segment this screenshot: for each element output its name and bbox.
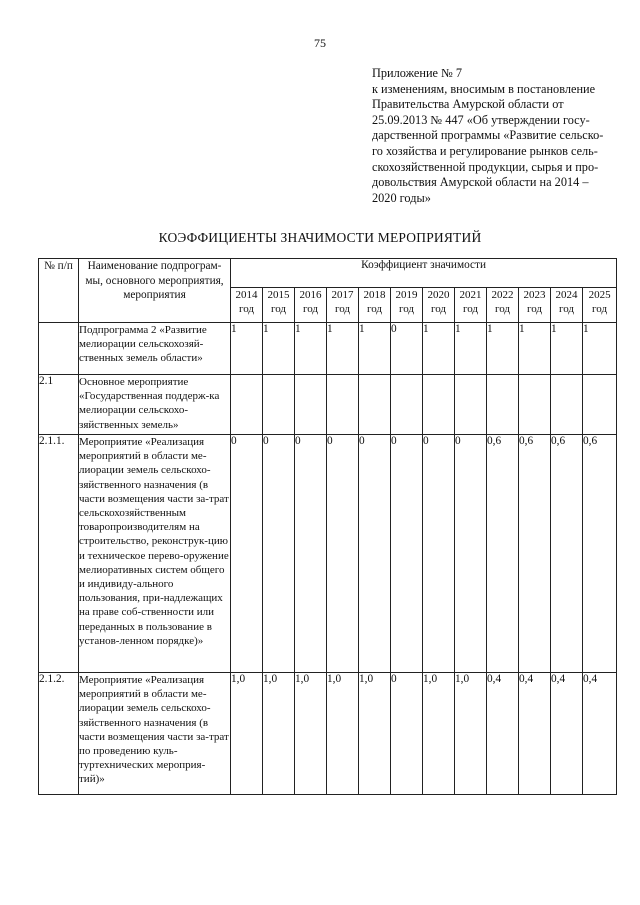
coefficient-value: [583, 375, 617, 435]
appendix-line: довольствия Амурской области на 2014 –: [372, 175, 589, 190]
year-word: год: [526, 303, 543, 315]
coefficient-value: 0,4: [487, 673, 519, 795]
year-value: 2017: [331, 289, 354, 301]
year-header-2016: [295, 288, 327, 323]
year-header-2022: [487, 288, 519, 323]
row-number: 2.1: [39, 375, 79, 435]
year-word: год: [398, 303, 415, 315]
year-word: год: [558, 303, 575, 315]
coefficient-value: 1: [327, 323, 359, 375]
coefficient-value: [519, 375, 551, 435]
year-word: год: [430, 303, 447, 315]
coefficients-table: [38, 258, 617, 795]
coefficient-value: 1,0: [263, 673, 295, 795]
year-value: 2019: [395, 289, 418, 301]
year-word: год: [334, 303, 351, 315]
coefficient-value: 1,0: [231, 673, 263, 795]
year-header-2020: [423, 288, 455, 323]
year-word: год: [366, 303, 383, 315]
appendix-line: го хозяйства и регулирование рынков сель-: [372, 143, 598, 158]
appendix-line: 25.09.2013 № 447 «Об утверждении госу-: [372, 112, 590, 127]
year-header-2015: [263, 288, 295, 323]
coefficient-value: 1: [423, 323, 455, 375]
coefficient-value: 1: [551, 323, 583, 375]
year-word: год: [462, 303, 479, 315]
table-body: [39, 323, 617, 795]
table-row: [39, 435, 617, 673]
row-number: 2.1.2.: [39, 673, 79, 795]
coefficient-value: 0: [231, 435, 263, 673]
header-coefficient: Коэффициент значимости: [231, 259, 617, 288]
year-value: 2025: [588, 289, 611, 301]
coefficient-value: 0: [327, 435, 359, 673]
year-value: 2021: [459, 289, 482, 301]
coefficient-value: 1,0: [295, 673, 327, 795]
coefficient-value: [231, 375, 263, 435]
appendix-line: дарственной программы «Развитие сельско-: [372, 128, 604, 143]
year-value: 2022: [491, 289, 514, 301]
row-number: 2.1.1.: [39, 435, 79, 673]
table-row: [39, 673, 617, 795]
coefficient-value: [551, 375, 583, 435]
coefficient-value: 1: [359, 323, 391, 375]
coefficient-value: 1,0: [423, 673, 455, 795]
coefficient-value: 1: [295, 323, 327, 375]
coefficient-value: 1: [263, 323, 295, 375]
year-word: год: [270, 303, 287, 315]
year-header-2019: [391, 288, 423, 323]
row-name: Подпрограмма 2 «Развитие мелиорации сельскохозяй-ственных земель области»: [79, 323, 231, 375]
coefficient-value: [295, 375, 327, 435]
year-value: 2020: [427, 289, 450, 301]
header-num: № п/п: [39, 259, 79, 323]
coefficient-value: 0,4: [583, 673, 617, 795]
coefficient-value: 0: [295, 435, 327, 673]
appendix-note: [372, 66, 622, 206]
coefficient-value: 0,4: [519, 673, 551, 795]
coefficient-value: 0: [263, 435, 295, 673]
header-name: Наименование подпрограм-мы, основного мероприятия, мероприятия: [79, 259, 231, 323]
coefficient-value: 0,6: [487, 435, 519, 673]
coefficient-value: [327, 375, 359, 435]
row-name: Мероприятие «Реализация мероприятий в области ме-лиорации земель сельскохо-зяйственного назначения (в части возмещения части за-трат по проведению куль-туртехнических мероприя-тий)»: [79, 673, 231, 795]
document-title: КОЭФФИЦИЕНТЫ ЗНАЧИМОСТИ МЕРОПРИЯТИЙ: [158, 230, 482, 245]
coefficient-value: 1: [455, 323, 487, 375]
coefficient-value: [391, 375, 423, 435]
appendix-line: Правительства Амурской области от: [372, 97, 564, 112]
coefficient-value: 0: [359, 435, 391, 673]
coefficient-value: [423, 375, 455, 435]
coefficient-value: 0,6: [551, 435, 583, 673]
year-header-2023: [519, 288, 551, 323]
year-value: 2023: [523, 289, 546, 301]
table-header-row: [39, 259, 617, 288]
coefficient-value: 1: [487, 323, 519, 375]
coefficient-value: 0,6: [583, 435, 617, 673]
year-word: год: [238, 303, 255, 315]
year-value: 2016: [299, 289, 322, 301]
coefficient-value: 0: [455, 435, 487, 673]
year-header-2018: [359, 288, 391, 323]
coefficient-value: 0,4: [551, 673, 583, 795]
year-header-2025: [583, 288, 617, 323]
appendix-line: к изменениям, вносимым в постановление: [372, 81, 596, 96]
year-value: 2014: [235, 289, 258, 301]
table-row: [39, 323, 617, 375]
year-header-2014: [231, 288, 263, 323]
coefficient-value: 1: [583, 323, 617, 375]
coefficient-value: 0: [391, 323, 423, 375]
year-header-2021: [455, 288, 487, 323]
coefficient-value: [455, 375, 487, 435]
coefficient-value: 0: [391, 435, 423, 673]
coefficient-value: 1,0: [327, 673, 359, 795]
coefficient-value: 0: [391, 673, 423, 795]
page-number: 75: [314, 36, 326, 50]
coefficient-value: 1: [231, 323, 263, 375]
coefficient-value: [487, 375, 519, 435]
coefficient-value: 1,0: [455, 673, 487, 795]
year-header-2024: [551, 288, 583, 323]
coefficient-value: 0,6: [519, 435, 551, 673]
year-word: год: [302, 303, 319, 315]
year-value: 2015: [267, 289, 290, 301]
year-word: год: [592, 303, 608, 315]
coefficient-value: 0: [423, 435, 455, 673]
appendix-line: скохозяйственной продукции, сырья и про-: [372, 159, 599, 174]
year-value: 2024: [555, 289, 578, 301]
row-number: [39, 323, 79, 375]
row-name: Мероприятие «Реализация мероприятий в области ме-лиорации земель сельскохо-зяйственного назначения (в части возмещения части за-трат сельскохозяйственным товаропроизводителям на строительство, реконструк-цию и техническое перево-оружение мелиоративных систем общего и индивиду-ального пользования, при-надлежащих на праве соб-ственности или переданных в пользование в установ-ленном порядке)»: [79, 435, 231, 673]
coefficient-value: [263, 375, 295, 435]
row-name: Основное мероприятие «Государственная поддерж-ка мелиорации сельскохо-зяйственных земель»: [79, 375, 231, 435]
year-header-2017: [327, 288, 359, 323]
year-word: год: [494, 303, 511, 315]
appendix-line: 2020 годы»: [372, 190, 431, 205]
coefficient-value: 1: [519, 323, 551, 375]
coefficient-value: [359, 375, 391, 435]
year-value: 2018: [363, 289, 386, 301]
coefficient-value: 1,0: [359, 673, 391, 795]
appendix-line: Приложение № 7: [372, 66, 463, 80]
table-row: [39, 375, 617, 435]
